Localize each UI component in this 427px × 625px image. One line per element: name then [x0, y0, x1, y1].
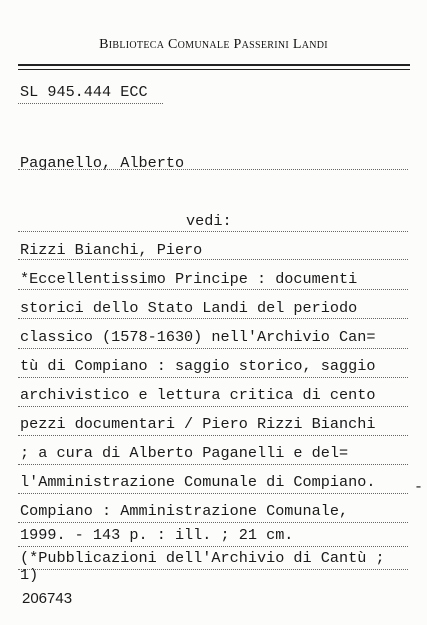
body-line-1: *Eccellentissimo Principe : documenti — [20, 270, 358, 288]
body-line-7: ; a cura di Alberto Paganelli e del= — [20, 444, 349, 462]
line-rule — [18, 569, 408, 570]
line-rule — [18, 546, 408, 547]
line-rule — [18, 435, 408, 436]
line-rule — [18, 493, 408, 494]
body-line-3: classico (1578-1630) nell'Archivio Can= — [20, 328, 376, 346]
body-line-12: 1) — [20, 566, 39, 584]
body-line-6: pezzi documentari / Piero Rizzi Bianchi — [20, 415, 376, 433]
body-line-4: tù di Compiano : saggio storico, saggio — [20, 357, 376, 375]
heading-name: Paganello, Alberto — [20, 154, 185, 172]
line-rule — [18, 289, 408, 290]
line-rule — [18, 348, 408, 349]
body-line-9: Compiano : Amministrazione Comunale, — [20, 502, 349, 520]
body-line-11: (*Pubblicazioni dell'Archivio di Cantù ; — [20, 549, 385, 567]
accession-number: 206743 — [22, 590, 73, 607]
trailing-mark: - — [414, 479, 424, 496]
author-name: Rizzi Bianchi, Piero — [20, 241, 203, 259]
heading-underline — [18, 169, 408, 170]
body-line-2: storici dello Stato Landi del periodo — [20, 299, 358, 317]
line-rule — [18, 522, 408, 523]
call-number: SL 945.444 ECC — [20, 83, 148, 101]
line-rule — [18, 318, 408, 319]
call-number-underline — [18, 103, 163, 104]
see-underline — [18, 231, 408, 232]
header-rule-thick — [18, 64, 410, 66]
see-reference: vedi: — [186, 212, 232, 230]
body-line-8: l'Amministrazione Comunale di Compiano. — [20, 473, 376, 491]
line-rule — [18, 464, 408, 465]
header-rule-thin — [18, 69, 410, 70]
author-underline — [18, 259, 408, 260]
line-rule — [18, 377, 408, 378]
body-line-10: 1999. - 143 p. : ill. ; 21 cm. — [20, 526, 294, 544]
body-line-5: archivistico e lettura critica di cento — [20, 386, 376, 404]
library-header: Biblioteca Comunale Passerini Landi — [99, 37, 328, 52]
line-rule — [18, 406, 408, 407]
